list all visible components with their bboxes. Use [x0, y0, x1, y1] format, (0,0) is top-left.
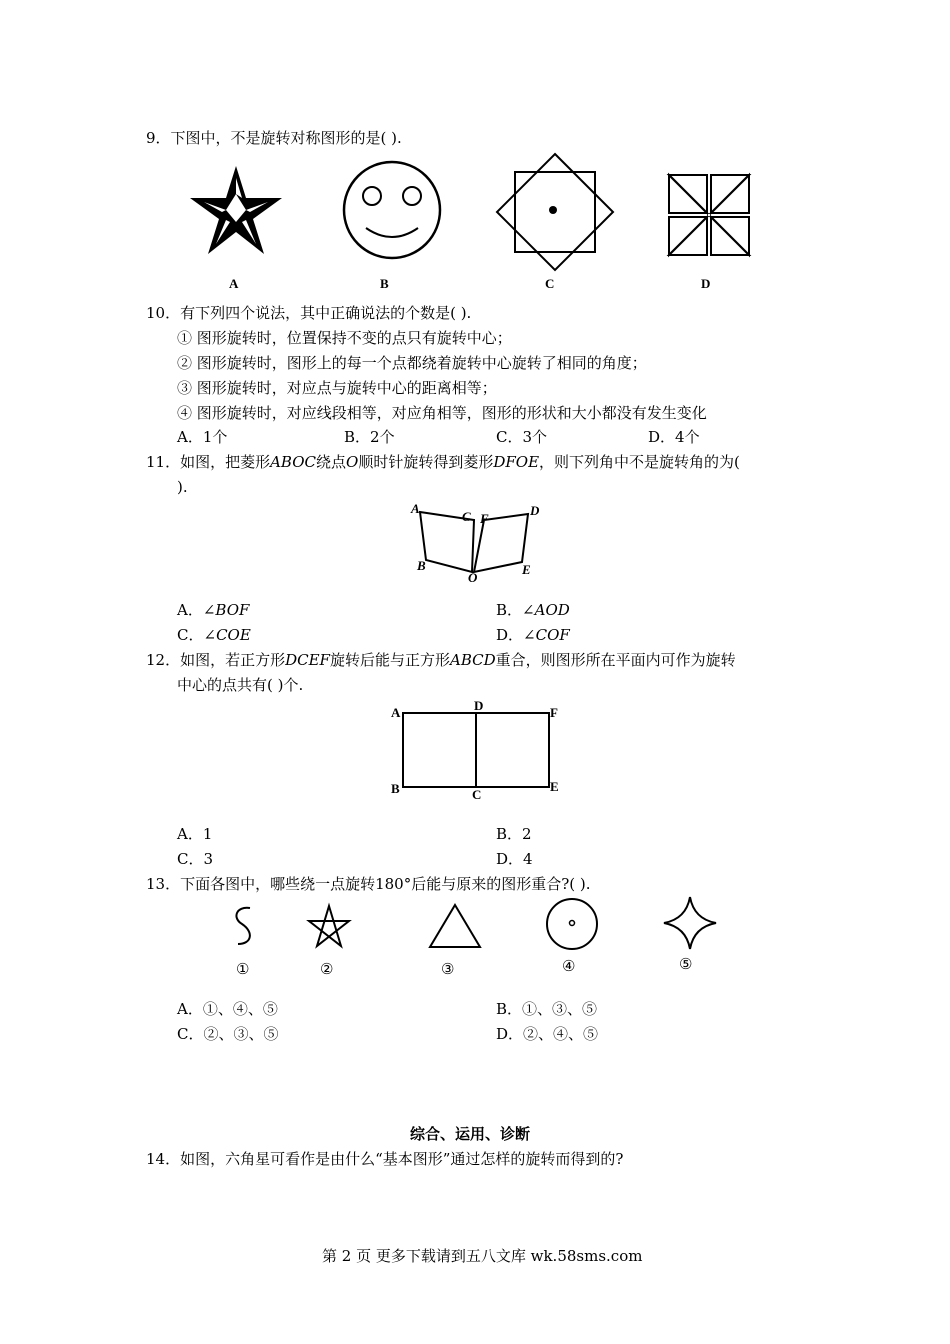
- q11-point-b: B: [417, 558, 426, 573]
- q12-stem-line2: 中心的点共有( )个.: [177, 676, 304, 694]
- q11-stem-line2: ).: [177, 478, 188, 496]
- q10-statement-3: ③ 图形旋转时，对应点与旋转中心的距离相等；: [177, 379, 497, 397]
- q12-option-a: A．1: [177, 825, 213, 843]
- q13-s-curve-figure: [226, 904, 262, 948]
- q11-point-e: E: [522, 562, 531, 577]
- q12-point-a: A: [391, 705, 401, 720]
- q9-star-figure: [186, 164, 286, 260]
- q9-label-a: A: [229, 276, 239, 291]
- q13-label-1: ①: [236, 962, 250, 978]
- q12-point-f: F: [550, 705, 558, 720]
- q11-point-a: A: [411, 501, 420, 516]
- q13-label-5: ⑤: [679, 957, 693, 973]
- q11-option-c: C．∠COE: [177, 626, 251, 644]
- page-footer: 第 2 页 更多下载请到五八文库 wk.58sms.com: [322, 1247, 643, 1265]
- q11-option-b: B．∠AOD: [496, 601, 570, 619]
- q10-statement-1: ① 图形旋转时，位置保持不变的点只有旋转中心；: [177, 329, 512, 347]
- q12-point-c: C: [472, 787, 482, 802]
- q13-star-figure: [306, 904, 352, 950]
- q10-option-a: A．1个: [177, 428, 228, 446]
- q10-statement-4: ④ 图形旋转时，对应线段相等，对应角相等，图形的形状和大小都没有发生变化: [177, 404, 707, 422]
- q13-label-4: ④: [562, 959, 576, 975]
- q13-option-b: B．①、③、⑤: [496, 1000, 598, 1018]
- q13-label-2: ②: [320, 962, 334, 978]
- q9-smiley-figure: [342, 160, 442, 260]
- q11-option-d: D．∠COF: [496, 626, 570, 644]
- q9-stem: 9．下图中，不是旋转对称图形的是( ).: [146, 129, 402, 147]
- section-title: 综合、运用、诊断: [410, 1125, 531, 1143]
- q9-squares-figure: [495, 152, 615, 272]
- q12-stem: 12．如图，若正方形DCEF旋转后能与正方形ABCD重合，则图形所在平面内可作为旋转: [146, 651, 736, 669]
- q9-label-b: B: [380, 276, 389, 291]
- q11-point-o: O: [468, 570, 478, 585]
- q13-triangle-figure: [427, 902, 483, 950]
- q11-point-d: D: [530, 503, 540, 518]
- q12-option-b: B．2: [496, 825, 532, 843]
- q10-option-d: D．4个: [648, 428, 700, 446]
- q10-option-b: B．2个: [344, 428, 395, 446]
- q13-four-point-star-figure: [662, 895, 718, 951]
- q12-point-b: B: [391, 781, 400, 796]
- q13-option-d: D．②、④、⑤: [496, 1025, 599, 1043]
- q11-point-c: C: [462, 509, 471, 524]
- q12-point-e: E: [550, 779, 559, 794]
- q12-option-c: C．3: [177, 850, 214, 868]
- q11-point-f: F: [480, 511, 489, 526]
- q9-pinwheel-figure: [664, 170, 754, 260]
- q12-squares-figure: [400, 710, 552, 790]
- q12-option-d: D．4: [496, 850, 533, 868]
- q13-circle-figure: [545, 897, 599, 951]
- q10-stem: 10．有下列四个说法，其中正确说法的个数是( ).: [146, 304, 472, 322]
- q13-label-3: ③: [441, 962, 455, 978]
- q11-stem: 11．如图，把菱形ABOC绕点O顺时针旋转得到菱形DFOE，则下列角中不是旋转角的为(: [146, 453, 740, 471]
- q13-option-c: C．②、③、⑤: [177, 1025, 279, 1043]
- q11-option-a: A．∠BOF: [177, 601, 250, 619]
- q9-label-d: D: [701, 276, 711, 291]
- q9-label-c: C: [545, 276, 555, 291]
- q10-option-c: C．3个: [496, 428, 548, 446]
- q13-option-a: A．①、④、⑤: [177, 1000, 278, 1018]
- q13-stem: 13．下面各图中，哪些绕一点旋转180°后能与原来的图形重合?( ).: [146, 875, 591, 893]
- q12-point-d: D: [474, 698, 484, 713]
- q10-statement-2: ② 图形旋转时，图形上的每一个点都绕着旋转中心旋转了相同的角度；: [177, 354, 647, 372]
- q14-stem: 14．如图，六角星可看作是由什么“基本图形”通过怎样的旋转而得到的?: [146, 1150, 624, 1168]
